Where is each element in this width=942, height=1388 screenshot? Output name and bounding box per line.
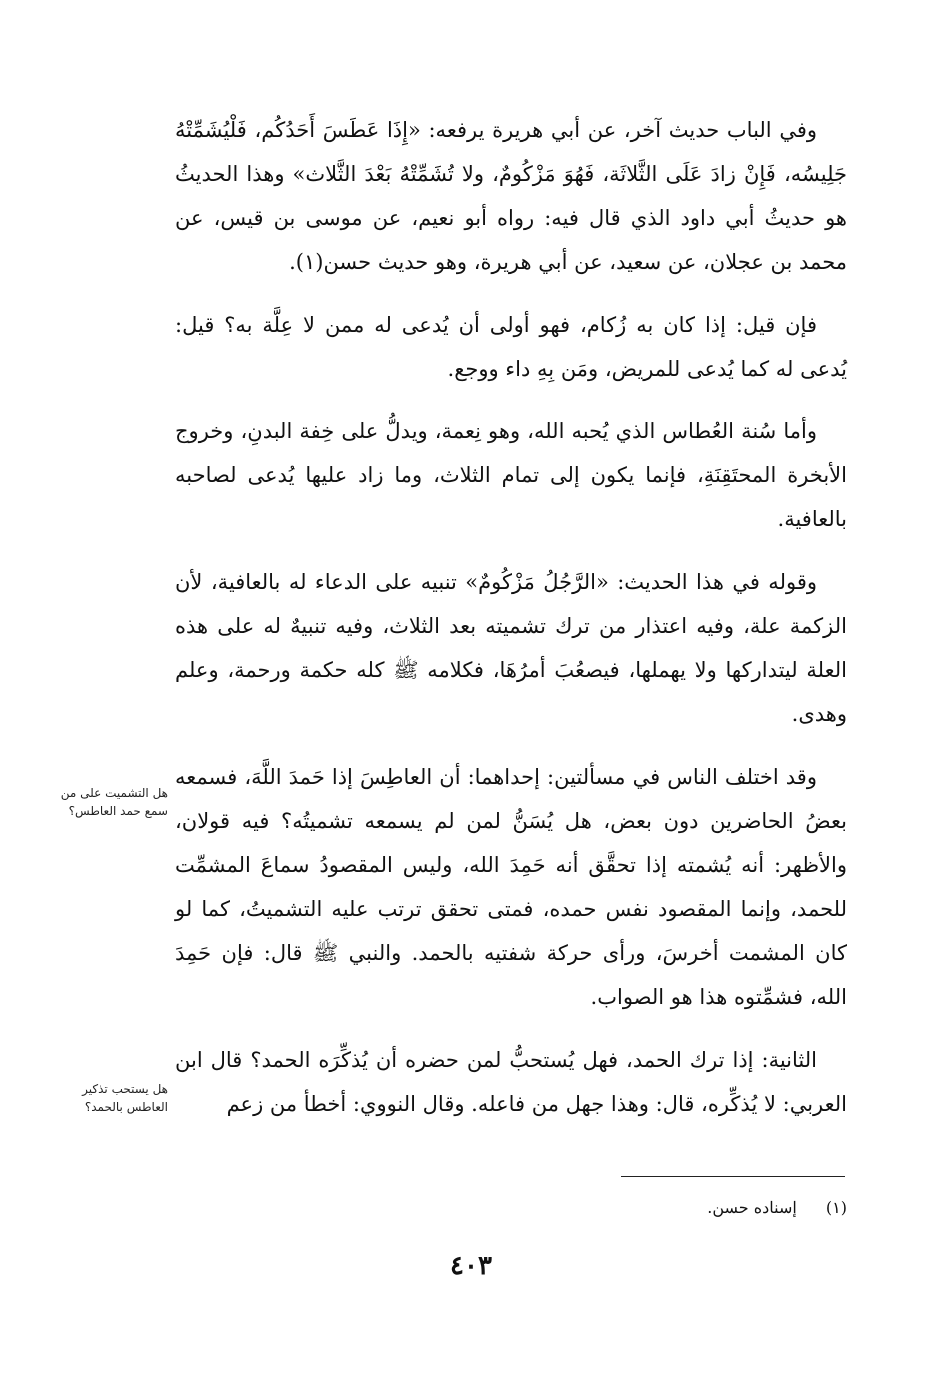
paragraph-second-issue: الثانية: إذا ترك الحمد، فهل يُستحبُّ لمن حضره أن يُذكِّرَه الحمد؟ قال ابن العربي: لا يُذكِّره، قال: وهذا جهل من فاعله. وقال النووي: أخطأ من زعم [175,1048,847,1116]
paragraph-zukam-question: فإن قيل: إذا كان به زُكام، فهو أولى أن يُدعى له ممن لا عِلَّة به؟ قيل: يُدعى له كما يُدعى للمريض، ومَن بِهِ داء ووجع. [175,313,847,381]
footnote [347,1196,847,1220]
main-text-block [175,108,847,1145]
footnote-number: (١) [825,1198,847,1217]
paragraph-first-issue: وقد اختلف الناس في مسألتين: إحداهما: أن العاطِسَ إذا حَمدَ اللَّهَ، فسمعه بعضُ الحاضرين دون بعض، هل يُسَنُّ لمن لم يسمعه تشميتُه؟ فيه قولان، والأظهر: أنه يُشمته إذا تحقَّق أنه حَمِدَ الله، وليس المقصودُ سماعَ المشمِّت للحمد، وإنما المقصود نفس حمده، فمتى تحقق ترتب عليه التشميتُ، كما لو كان المشمت أخرسَ، ورأى حركة شفتيه بالحمد. والنبي ﷺ قال: فإن حَمِدَ الله، فشمِّتوه هذا هو الصواب. [175,765,847,1009]
paragraph-sneeze-sunnah: وأما سُنة العُطاس الذي يُحبه الله، وهو نِعمة، ويدلُّ على خِفة البدنِ، وخروج الأبخرة المحتَقِنَةِ، فإنما يكون إلى تمام الثلاث، وما زاد عليها يُدعى لصاحبه بالعافية. [175,419,847,531]
margin-note-reminder: هل يستحب تذكير العاطس بالحمد؟ [82,1082,168,1114]
footnote-text: إسناده حسن. [707,1198,797,1217]
margin-note-tashmit: هل التشميت على من سمع حمد العاطس؟ [60,786,168,818]
paragraph-hadith-abu-hurairah: وفي الباب حديث آخر، عن أبي هريرة يرفعه: «إِذَا عَطَسَ أَحَدُكُم، فَلْيُشَمِّتْهُ جَلِيسُه، فَإِنْ زادَ عَلَى الثَّلاثَة، فَهُوَ مَزْكُومٌ، ولا تُشَمِّتْهُ بَعْدَ الثَّلاث» وهذا الحديثُ هو حديثُ أبي داود الذي قال فيه: رواه أبو نعيم، عن موسى بن قيس، عن محمد بن عجلان، عن سعيد، عن أبي هريرة، وهو حديث حسن(١). [175,118,847,274]
page-number: ٤٠٣ [450,1251,492,1281]
paragraph-mazkoom-explanation: وقوله في هذا الحديث: «الرَّجُلُ مَزْكُومٌ» تنبيه على الدعاء له بالعافية، لأن الزكمة علة، وفيه اعتذار من ترك تشميته بعد الثلاث، وفيه تنبيهٌ له على هذه العلة ليتداركها ولا يهملها، فيصعُبَ أمرُهَا، فكلامه ﷺ كله حكمة ورحمة، وعلم وهدى. [175,570,847,726]
footnote-divider [621,1176,845,1177]
